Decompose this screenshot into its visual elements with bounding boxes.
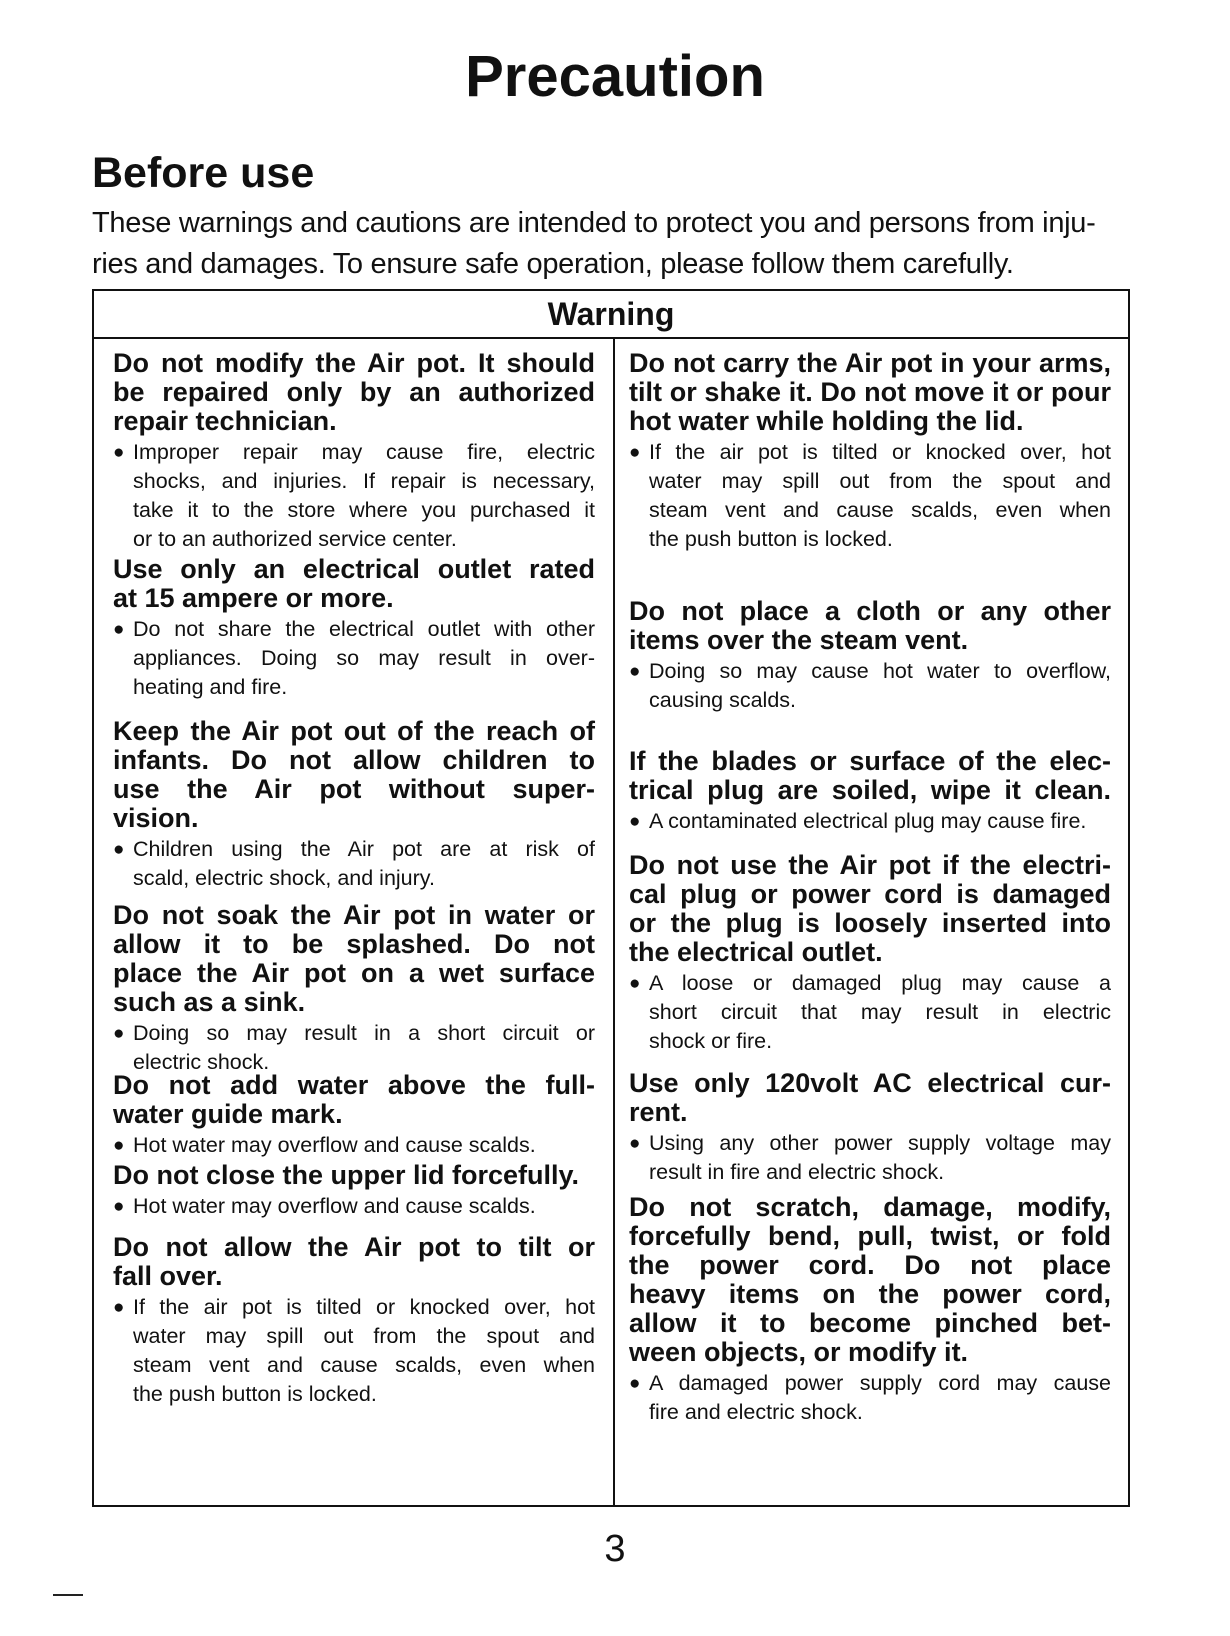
warning-note-line: take it to the store where you purchased it <box>133 498 595 522</box>
bullet-icon: ● <box>629 973 641 994</box>
warning-header: Warning <box>94 291 1128 339</box>
warning-item <box>629 1193 1111 1427</box>
warning-heading-line: at 15 ampere or more. <box>113 583 394 613</box>
warning-note-line: Children using the Air pot are at risk of <box>133 837 595 861</box>
intro-line: ries and damages. To ensure safe operation, please follow them carefully. <box>92 248 1014 280</box>
warning-heading-line: Do not soak the Air pot in water or <box>113 900 595 930</box>
warning-note <box>113 615 595 702</box>
warning-heading <box>113 1161 595 1190</box>
column-divider <box>613 337 615 1505</box>
warning-heading-line: If the blades or surface of the elec- <box>629 746 1111 776</box>
bullet-icon: ● <box>629 442 641 463</box>
warning-note <box>113 1131 595 1160</box>
warning-heading-line: ween objects, or modify it. <box>629 1337 969 1367</box>
warning-heading-line: Do not scratch, damage, modify, <box>629 1192 1111 1222</box>
warning-heading-line: fall over. <box>113 1261 223 1291</box>
warning-heading-line: Use only 120volt AC electrical cur- <box>629 1068 1111 1098</box>
warning-note-line: Hot water may overflow and cause scalds. <box>133 1194 536 1218</box>
warning-heading <box>629 1069 1111 1127</box>
warning-item <box>113 901 595 1077</box>
warning-heading-line: or the plug is loosely inserted into <box>629 908 1111 938</box>
warning-note-line: causing scalds. <box>649 688 796 712</box>
warning-heading-line: heavy items on the power cord, <box>629 1279 1111 1309</box>
warning-heading <box>629 747 1111 805</box>
warning-note-line: shocks, and injuries. If repair is necessary, <box>133 469 595 493</box>
bullet-icon: ● <box>629 1373 641 1394</box>
warning-heading-line: Keep the Air pot out of the reach of <box>113 716 595 746</box>
warning-note-line: electric shock. <box>133 1050 270 1074</box>
warning-note <box>629 657 1111 715</box>
warning-note-line: If the air pot is tilted or knocked over, hot <box>649 440 1111 464</box>
warning-note <box>113 1192 595 1221</box>
warning-heading-line: the electrical outlet. <box>629 937 883 967</box>
warning-note <box>629 1129 1111 1187</box>
warning-heading-line: trical plug are soiled, wipe it clean. <box>629 775 1111 805</box>
warning-note <box>113 835 595 893</box>
warning-note-line: shock or fire. <box>649 1029 773 1053</box>
warning-note-line: A loose or damaged plug may cause a <box>649 971 1111 995</box>
warning-item <box>113 1071 595 1160</box>
bullet-icon: ● <box>113 619 125 640</box>
warning-heading-line: vision. <box>113 803 199 833</box>
warning-note-line: Do not share the electrical outlet with other <box>133 617 595 641</box>
warning-note-line: A contaminated electrical plug may cause fire. <box>649 809 1087 833</box>
warning-note-line: water may spill out from the spout and <box>649 469 1111 493</box>
warning-note-line: Doing so may cause hot water to overflow, <box>649 659 1111 683</box>
warning-heading-line: infants. Do not allow children to <box>113 745 595 775</box>
warning-note-line: If the air pot is tilted or knocked over, hot <box>133 1295 595 1319</box>
warning-note <box>629 438 1111 554</box>
bullet-icon: ● <box>113 839 125 860</box>
warning-item <box>629 349 1111 554</box>
warning-note-line: the push button is locked. <box>649 527 893 551</box>
warning-heading-line: use the Air pot without super- <box>113 774 595 804</box>
warning-heading-line: the power cord. Do not place <box>629 1250 1111 1280</box>
warning-item <box>629 851 1111 1056</box>
warning-note-line: result in fire and electric shock. <box>649 1160 945 1184</box>
warning-heading <box>629 349 1111 436</box>
bullet-icon: ● <box>113 1297 125 1318</box>
intro-line: These warnings and cautions are intended to protect you and persons from inju- <box>92 207 1096 239</box>
warning-heading-line: Do not add water above the full- <box>113 1070 595 1100</box>
page-number: 3 <box>604 1528 626 1570</box>
warning-heading-line: place the Air pot on a wet surface <box>113 958 595 988</box>
bullet-icon: ● <box>113 442 125 463</box>
warning-box <box>92 289 1130 1507</box>
warning-note <box>113 1019 595 1077</box>
warning-item <box>629 747 1111 836</box>
warning-note-line: Hot water may overflow and cause scalds. <box>133 1133 536 1157</box>
warning-item <box>629 597 1111 715</box>
warning-note-line: scald, electric shock, and injury. <box>133 866 435 890</box>
warning-item <box>113 555 595 702</box>
warning-note-line: steam vent and cause scalds, even when <box>133 1353 595 1377</box>
bullet-icon: ● <box>629 661 641 682</box>
warning-note-line: A damaged power supply cord may cause <box>649 1371 1111 1395</box>
bullet-icon: ● <box>629 811 641 832</box>
warning-heading-line: Do not use the Air pot if the electri- <box>629 850 1111 880</box>
warning-note <box>629 807 1111 836</box>
warning-item <box>113 349 595 554</box>
warning-heading <box>113 1233 595 1291</box>
warning-heading-line: allow it to become pinched bet- <box>629 1308 1111 1338</box>
warning-note-line: or to an authorized service center. <box>133 527 457 551</box>
warning-heading-line: hot water while holding the lid. <box>629 406 1024 436</box>
warning-note-line: heating and fire. <box>133 675 288 699</box>
page-title: Precaution <box>465 44 765 109</box>
warning-heading <box>113 901 595 1017</box>
warning-note <box>629 969 1111 1056</box>
warning-item <box>113 717 595 893</box>
warning-heading-line: Do not close the upper lid forcefully. <box>113 1160 580 1190</box>
warning-heading <box>113 717 595 833</box>
warning-note <box>629 1369 1111 1427</box>
warning-heading-line: tilt or shake it. Do not move it or pour <box>629 377 1111 407</box>
warning-note-line: steam vent and cause scalds, even when <box>649 498 1111 522</box>
warning-heading <box>113 1071 595 1129</box>
warning-item <box>113 1161 595 1221</box>
intro-text <box>92 203 1137 285</box>
warning-heading-line: rent. <box>629 1097 688 1127</box>
warning-heading-line: be repaired only by an authorized <box>113 377 595 407</box>
warning-heading <box>629 1193 1111 1367</box>
warning-note-line: Using any other power supply voltage may <box>649 1131 1111 1155</box>
warning-heading-line: forcefully bend, pull, twist, or fold <box>629 1221 1111 1251</box>
warning-note-line: water may spill out from the spout and <box>133 1324 595 1348</box>
warning-note <box>113 438 595 554</box>
warning-note-line: the push button is locked. <box>133 1382 377 1406</box>
warning-note-line: Doing so may result in a short circuit or <box>133 1021 595 1045</box>
warning-note-line: appliances. Doing so may result in over- <box>133 646 595 670</box>
warning-heading-line: Use only an electrical outlet rated <box>113 554 595 584</box>
section-title: Before use <box>92 149 315 197</box>
warning-heading-line: repair technician. <box>113 406 337 436</box>
warning-note-line: Improper repair may cause fire, electric <box>133 440 595 464</box>
warning-note-line: fire and electric shock. <box>649 1400 863 1424</box>
warning-heading-line: allow it to be splashed. Do not <box>113 929 595 959</box>
warning-heading-line: Do not modify the Air pot. It should <box>113 348 595 378</box>
warning-heading-line: such as a sink. <box>113 987 306 1017</box>
warning-heading <box>629 851 1111 967</box>
warning-note <box>113 1293 595 1409</box>
warning-heading <box>113 349 595 436</box>
warning-heading <box>629 597 1111 655</box>
warning-item <box>113 1233 595 1409</box>
warning-heading-line: Do not allow the Air pot to tilt or <box>113 1232 595 1262</box>
warning-note-line: short circuit that may result in electric <box>649 1000 1111 1024</box>
warning-heading-line: items over the steam vent. <box>629 625 969 655</box>
bullet-icon: ● <box>113 1196 125 1217</box>
warning-heading-line: cal plug or power cord is damaged <box>629 879 1111 909</box>
warning-heading-line: Do not carry the Air pot in your arms, <box>629 348 1111 378</box>
warning-heading-line: water guide mark. <box>113 1099 343 1129</box>
bullet-icon: ● <box>629 1133 641 1154</box>
warning-heading-line: Do not place a cloth or any other <box>629 596 1111 626</box>
corner-mark <box>53 1594 83 1596</box>
bullet-icon: ● <box>113 1135 125 1156</box>
warning-item <box>629 1069 1111 1187</box>
bullet-icon: ● <box>113 1023 125 1044</box>
warning-heading <box>113 555 595 613</box>
